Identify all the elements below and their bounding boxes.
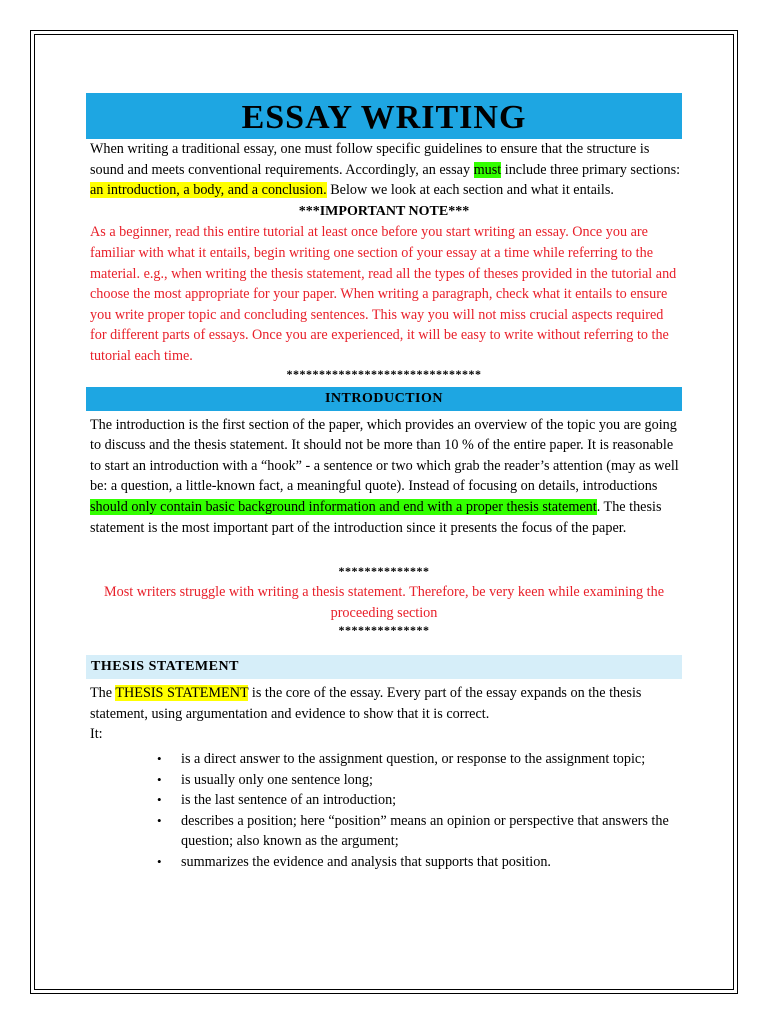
highlight-background-info: should only contain basic background information and end with a proper thesis statement (90, 498, 597, 515)
bullet-icon: • (157, 751, 162, 767)
separator-stars-top: ************** (338, 564, 430, 579)
list-item (86, 790, 682, 811)
list-item-text: is a direct answer to the assignment question, or response to the assignment topic; (181, 751, 646, 768)
separator-stars-bottom: ************** (338, 623, 430, 638)
introduction-text-2: . The thesis statement is the most important part of the introduction since it presents the focus of the paper. (90, 498, 662, 536)
highlight-must: must (473, 161, 502, 178)
document-content (86, 93, 682, 873)
highlight-sections: an introduction, a body, and a conclusion. (90, 182, 327, 199)
bullet-icon: • (157, 792, 162, 808)
intro-text-3: Below we look at each section and what it entails. (326, 182, 614, 199)
introduction-heading-bar (86, 387, 682, 411)
list-item (86, 811, 682, 852)
document-title: ESSAY WRITING (241, 99, 527, 136)
list-item (86, 770, 682, 791)
list-item (86, 749, 682, 770)
bullet-icon: • (157, 812, 162, 828)
introduction-heading: INTRODUCTION (324, 390, 443, 406)
thesis-paragraph (86, 683, 682, 724)
thesis-bullet-list (86, 749, 682, 873)
list-item (86, 852, 682, 873)
important-note-text: As a beginner, read this entire tutorial at least once before you start writing an essay. Once you are familiar with what it entails, begin writing one section of your essay at a time while referring to the material. e.g., when writing the thesis statement, read all the types of theses provided in the tutorial and choose the most appropriate for your paper. When writing a paragraph, check what it entails to ensure you write proper topic and concluding sentences. This way you will not miss crucial aspects required for different parts of essays. Once you are experienced, it will be easy to write without referring to the tutorial each time. (90, 224, 677, 364)
title-banner (86, 93, 682, 139)
list-item-text: is usually only one sentence long; (181, 771, 373, 788)
highlight-thesis: THESIS STATEMENT (115, 685, 249, 702)
thesis-it-label: It: (90, 726, 103, 743)
intro-text-2: include three primary sections: (501, 161, 681, 178)
list-item-text: summarizes the evidence and analysis that supports that position. (181, 854, 551, 871)
intro-paragraph (86, 139, 682, 201)
bullet-icon: • (157, 854, 162, 870)
list-item-text: is the last sentence of an introduction; (181, 792, 397, 809)
warning-text: Most writers struggle with writing a thesis statement. Therefore, be very keen while examining the proceeding section (104, 584, 664, 621)
intro-text-1: When writing a traditional essay, one must follow specific guidelines to ensure that the structure is sound and meets conventional requirements. Accordingly, an essay (90, 141, 650, 178)
thesis-heading: THESIS STATEMENT (91, 659, 239, 675)
thesis-heading-bar (86, 655, 682, 679)
introduction-paragraph (86, 415, 682, 539)
important-note-heading: ***IMPORTANT NOTE*** (298, 203, 470, 219)
introduction-text-1: The introduction is the first section of the paper, which provides an overview of the topic you are going to discuss and the thesis statement. It should not be more than 10 % of the entire paper. It is reasonable to start an introduction with a “hook” - a sentence or two which grab the reader’s attention (may as well be: a question, a little-known fact, a meaningful quote). Instead of focusing on details, introductions (90, 416, 679, 495)
thesis-text-2: is the core of the essay. Every part of the essay expands on the thesis statement, using argumentation and evidence to show that it is correct. (90, 685, 642, 722)
bullet-icon: • (157, 771, 162, 787)
separator-stars: ****************************** (286, 366, 482, 381)
thesis-text-1: The (90, 685, 116, 702)
list-item-text: describes a position; here “position” means an opinion or perspective that answers the question; also known as the argument; (181, 812, 669, 850)
